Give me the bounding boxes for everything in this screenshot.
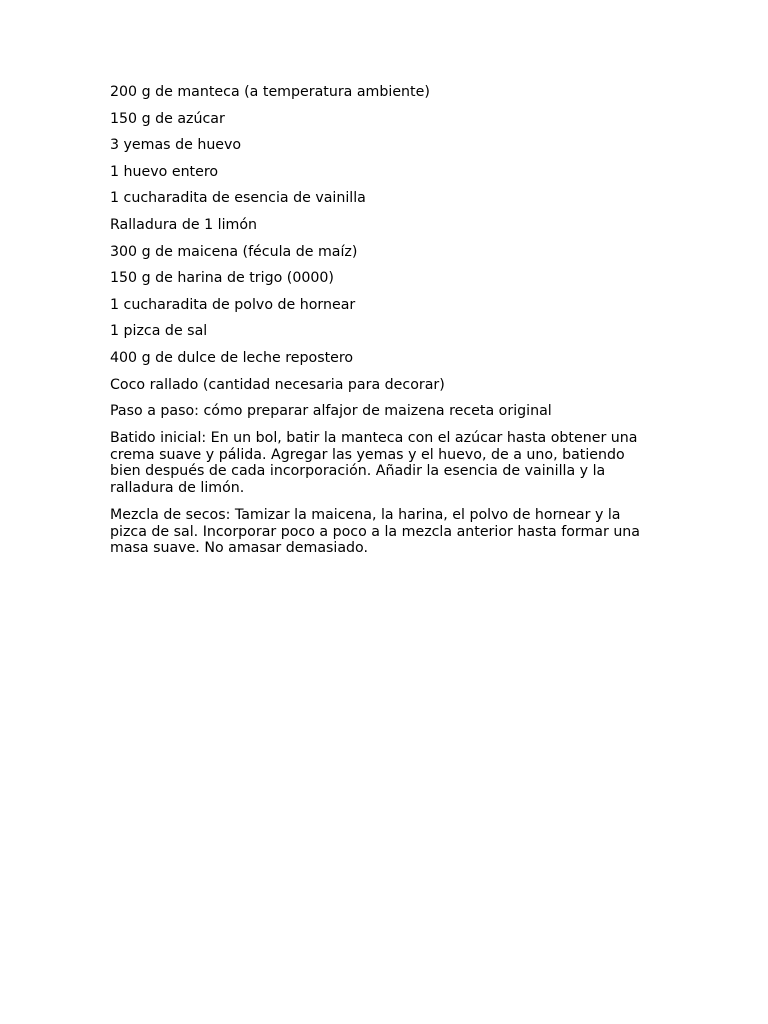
ingredient-line: 400 g de dulce de leche repostero <box>110 349 354 366</box>
ingredient-line: 150 g de harina de trigo (0000) <box>110 270 334 287</box>
ingredient-line: 150 g de azúcar <box>110 110 225 127</box>
ingredient-line: Ralladura de 1 limón <box>110 216 258 233</box>
steps-heading: Paso a paso: cómo preparar alfajor de maizena receta original <box>110 403 552 420</box>
ingredient-line: Coco rallado (cantidad necesaria para decorar) <box>110 376 445 393</box>
ingredient-line: 1 cucharadita de polvo de hornear <box>110 296 356 313</box>
ingredient-line: 200 g de manteca (a temperatura ambiente) <box>110 84 430 100</box>
ingredient-line: 1 cucharadita de esencia de vainilla <box>110 190 366 207</box>
ingredient-line: 300 g de maicena (fécula de maíz) <box>110 243 358 260</box>
step-paragraph: Batido inicial: En un bol, batir la manteca con el azúcar hasta obtener una crema suave y pálida. Agregar las yemas y el huevo, de a uno, batiendo bien después de cada incorporación. Añadir la esencia de vainilla y la ralladura de limón. <box>110 429 638 497</box>
ingredient-line: 3 yemas de huevo <box>110 137 242 154</box>
step-paragraph: Mezcla de secos: Tamizar la maicena, la harina, el polvo de hornear y la pizca de sal. Incorporar poco a poco a la mezcla anterior hasta formar una masa suave. No amasar demasiado. <box>110 506 640 557</box>
ingredient-line: 1 huevo entero <box>110 163 219 180</box>
document-body <box>110 84 650 567</box>
ingredient-line: 1 pizca de sal <box>110 323 208 340</box>
